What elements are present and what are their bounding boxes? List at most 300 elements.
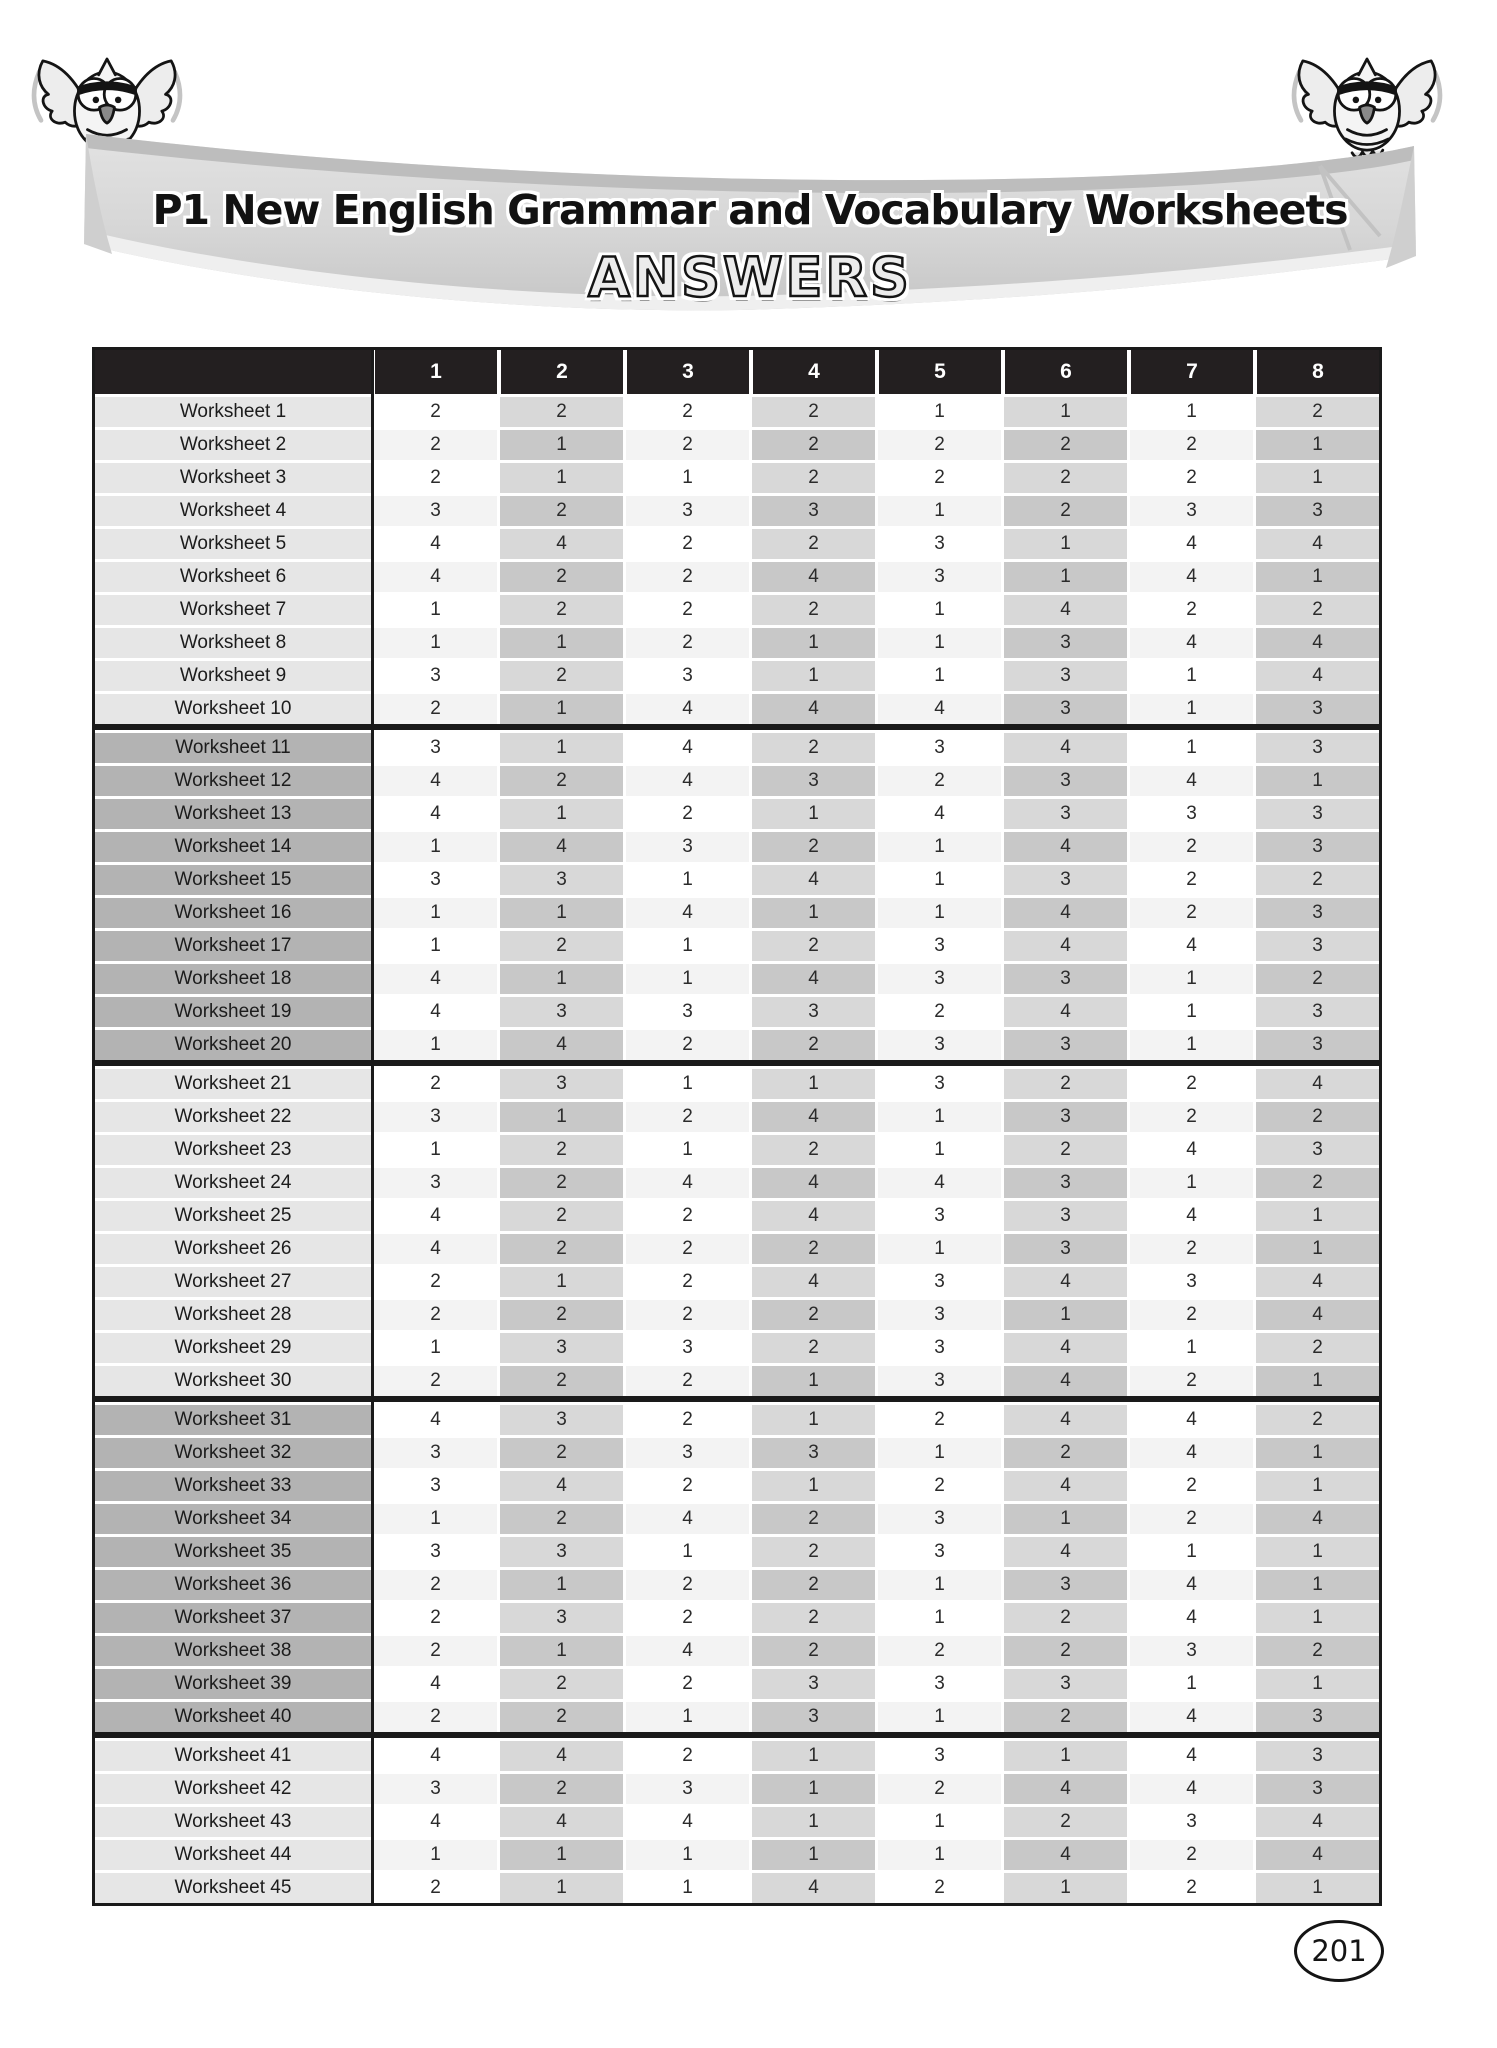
answer-cell: 2 (374, 1267, 497, 1297)
answer-cell: 4 (752, 1873, 875, 1903)
answer-cell: 2 (626, 595, 749, 625)
worksheet-label: Worksheet 21 (95, 1069, 371, 1099)
answer-cell: 3 (1256, 1135, 1379, 1165)
answer-cell: 2 (500, 661, 623, 691)
answer-cell: 4 (1130, 1741, 1253, 1771)
answer-cell: 3 (626, 997, 749, 1027)
answer-cell: 2 (374, 430, 497, 460)
answer-cell: 2 (626, 1405, 749, 1435)
answer-cell: 3 (1004, 1168, 1127, 1198)
worksheet-label: Worksheet 11 (95, 733, 371, 763)
column-header: 3 (623, 350, 749, 394)
answer-cell: 3 (1004, 1669, 1127, 1699)
answer-cell: 1 (1004, 1741, 1127, 1771)
table-row (95, 766, 1379, 796)
answer-cell: 1 (1256, 1366, 1379, 1396)
answer-cell: 2 (500, 1366, 623, 1396)
answer-cell: 2 (1130, 1840, 1253, 1870)
answer-cell: 4 (1004, 1333, 1127, 1363)
answer-cell: 1 (1130, 733, 1253, 763)
table-row (95, 964, 1379, 994)
answer-cell: 4 (1130, 1570, 1253, 1600)
answer-cell: 1 (374, 832, 497, 862)
answer-cell: 4 (878, 694, 1001, 724)
answer-cell: 3 (374, 1438, 497, 1468)
answer-cell: 1 (752, 1774, 875, 1804)
answer-cell: 2 (626, 430, 749, 460)
answer-cell: 4 (374, 1669, 497, 1699)
answer-cell: 3 (500, 1603, 623, 1633)
worksheet-label: Worksheet 20 (95, 1030, 371, 1060)
answer-cell: 4 (374, 799, 497, 829)
answer-cell: 2 (1256, 1636, 1379, 1666)
answer-cell: 1 (752, 661, 875, 691)
answer-cell: 3 (1256, 1702, 1379, 1732)
answer-cell: 2 (1004, 1438, 1127, 1468)
worksheet-label: Worksheet 7 (95, 595, 371, 625)
table-row (95, 1366, 1379, 1402)
answer-cell: 1 (1004, 562, 1127, 592)
answer-cell: 2 (1004, 1702, 1127, 1732)
column-header: 8 (1253, 350, 1379, 394)
answer-cell: 1 (1130, 1537, 1253, 1567)
answer-cell: 1 (878, 1603, 1001, 1633)
table-row (95, 628, 1379, 658)
answer-cell: 1 (626, 1840, 749, 1870)
answer-cell: 2 (752, 430, 875, 460)
worksheet-label: Worksheet 26 (95, 1234, 371, 1264)
answer-cell: 4 (1256, 1300, 1379, 1330)
worksheet-label: Worksheet 30 (95, 1366, 371, 1396)
answer-cell: 2 (752, 1636, 875, 1666)
worksheet-label: Worksheet 35 (95, 1537, 371, 1567)
answer-cell: 1 (878, 397, 1001, 427)
answer-cell: 1 (1130, 1669, 1253, 1699)
answer-cell: 4 (1004, 1267, 1127, 1297)
worksheet-label: Worksheet 28 (95, 1300, 371, 1330)
answer-cell: 3 (374, 733, 497, 763)
answer-cell: 4 (626, 733, 749, 763)
answer-cell: 4 (500, 1030, 623, 1060)
answer-cell: 1 (1130, 1030, 1253, 1060)
answer-cell: 4 (1256, 1504, 1379, 1534)
worksheet-label: Worksheet 42 (95, 1774, 371, 1804)
answer-cell: 2 (626, 529, 749, 559)
answer-cell: 4 (752, 1102, 875, 1132)
answer-cell: 3 (1256, 898, 1379, 928)
answer-cell: 3 (878, 1267, 1001, 1297)
answer-cell: 1 (878, 1438, 1001, 1468)
answer-cell: 2 (752, 1030, 875, 1060)
answer-cell: 3 (1256, 1774, 1379, 1804)
answer-cell: 1 (878, 1807, 1001, 1837)
answer-cell: 1 (500, 1102, 623, 1132)
worksheet-label: Worksheet 37 (95, 1603, 371, 1633)
answer-cell: 1 (878, 661, 1001, 691)
answer-cell: 4 (752, 964, 875, 994)
worksheet-label: Worksheet 9 (95, 661, 371, 691)
answer-cell: 4 (1256, 661, 1379, 691)
column-header: 4 (749, 350, 875, 394)
worksheet-label: Worksheet 41 (95, 1741, 371, 1771)
worksheet-label: Worksheet 45 (95, 1873, 371, 1903)
answer-cell: 3 (374, 1774, 497, 1804)
answer-cell: 1 (1004, 1873, 1127, 1903)
answer-cell: 2 (374, 1069, 497, 1099)
answer-cell: 3 (1004, 628, 1127, 658)
answer-cell: 4 (374, 529, 497, 559)
answer-cell: 2 (1256, 865, 1379, 895)
worksheet-label: Worksheet 33 (95, 1471, 371, 1501)
answer-cell: 4 (1004, 898, 1127, 928)
answer-cell: 4 (1130, 1405, 1253, 1435)
answer-cell: 1 (878, 832, 1001, 862)
answer-cell: 2 (626, 1102, 749, 1132)
answer-cell: 1 (1004, 529, 1127, 559)
table-row (95, 694, 1379, 730)
worksheet-label: Worksheet 24 (95, 1168, 371, 1198)
answer-cell: 2 (1256, 1102, 1379, 1132)
answer-cell: 3 (374, 1168, 497, 1198)
answer-cell: 2 (500, 562, 623, 592)
worksheet-label: Worksheet 6 (95, 562, 371, 592)
answer-cell: 4 (878, 1168, 1001, 1198)
answer-cell: 2 (878, 1471, 1001, 1501)
answer-cell: 2 (878, 1873, 1001, 1903)
answer-cell: 4 (1130, 766, 1253, 796)
answer-cell: 2 (752, 1333, 875, 1363)
answer-cell: 2 (1004, 463, 1127, 493)
answer-cell: 4 (1256, 529, 1379, 559)
answer-cell: 3 (374, 1537, 497, 1567)
answer-cell: 1 (1256, 1570, 1379, 1600)
answer-cell: 2 (374, 1570, 497, 1600)
answer-cell: 4 (1004, 733, 1127, 763)
answer-cell: 1 (1130, 397, 1253, 427)
answer-cell: 4 (752, 1267, 875, 1297)
answer-cell: 1 (878, 1102, 1001, 1132)
table-row (95, 1603, 1379, 1633)
answer-cell: 4 (1130, 628, 1253, 658)
answer-cell: 1 (500, 799, 623, 829)
answer-cell: 2 (500, 1504, 623, 1534)
answer-cell: 2 (626, 628, 749, 658)
answer-cell: 2 (500, 1201, 623, 1231)
answer-cell: 1 (1256, 1471, 1379, 1501)
table-row (95, 1741, 1379, 1771)
answer-cell: 4 (1130, 1135, 1253, 1165)
answer-cell: 3 (878, 1504, 1001, 1534)
answer-cell: 2 (500, 397, 623, 427)
answer-cell: 1 (626, 964, 749, 994)
answer-cell: 3 (1004, 661, 1127, 691)
answer-cell: 2 (626, 1366, 749, 1396)
answer-cell: 3 (1256, 832, 1379, 862)
answer-cell: 2 (752, 1234, 875, 1264)
answer-cell: 2 (626, 1030, 749, 1060)
answer-cell: 4 (1256, 628, 1379, 658)
table-row (95, 799, 1379, 829)
answer-cell: 2 (1256, 1168, 1379, 1198)
table-row (95, 496, 1379, 526)
answer-cell: 1 (1130, 1333, 1253, 1363)
table-row (95, 1438, 1379, 1468)
answer-cell: 1 (626, 1537, 749, 1567)
answer-cell: 4 (626, 694, 749, 724)
answer-cell: 1 (1130, 964, 1253, 994)
answer-cell: 1 (1256, 1873, 1379, 1903)
answer-cell: 4 (374, 1201, 497, 1231)
answer-cell: 1 (1256, 463, 1379, 493)
answer-cell: 3 (500, 1069, 623, 1099)
answer-cell: 2 (626, 1471, 749, 1501)
answer-cell: 2 (626, 799, 749, 829)
answer-cell: 3 (374, 865, 497, 895)
answer-cell: 1 (752, 1471, 875, 1501)
answer-cell: 4 (626, 1504, 749, 1534)
answer-cell: 2 (1256, 397, 1379, 427)
answer-cell: 3 (878, 1030, 1001, 1060)
answer-cell: 1 (1004, 397, 1127, 427)
answer-cell: 2 (1130, 1471, 1253, 1501)
answer-cell: 1 (626, 463, 749, 493)
worksheet-label: Worksheet 2 (95, 430, 371, 460)
answer-cell: 3 (1256, 997, 1379, 1027)
answer-cell: 1 (626, 865, 749, 895)
answer-cell: 4 (752, 865, 875, 895)
answer-cell: 3 (1004, 1570, 1127, 1600)
answer-cell: 4 (1130, 529, 1253, 559)
answer-cell: 1 (878, 1702, 1001, 1732)
answer-cell: 1 (1256, 1201, 1379, 1231)
answer-cell: 4 (500, 1807, 623, 1837)
table-row (95, 1669, 1379, 1699)
answer-cell: 4 (1256, 1807, 1379, 1837)
answer-cell: 2 (1004, 1807, 1127, 1837)
answer-cell: 4 (626, 1807, 749, 1837)
table-row (95, 463, 1379, 493)
answer-cell: 2 (1130, 898, 1253, 928)
answer-cell: 1 (752, 1741, 875, 1771)
column-header: 1 (371, 350, 497, 394)
answer-cell: 1 (374, 1333, 497, 1363)
answer-cell: 3 (878, 964, 1001, 994)
answer-cell: 3 (752, 1438, 875, 1468)
answer-cell: 1 (374, 1504, 497, 1534)
answer-cell: 1 (878, 1135, 1001, 1165)
answer-cell: 1 (752, 1840, 875, 1870)
answer-cell: 1 (1130, 1168, 1253, 1198)
answer-cell: 3 (626, 661, 749, 691)
answer-cell: 2 (878, 1636, 1001, 1666)
answer-cell: 3 (878, 562, 1001, 592)
answer-cell: 1 (626, 1135, 749, 1165)
answer-cell: 3 (1004, 1102, 1127, 1132)
table-row (95, 562, 1379, 592)
answer-cell: 1 (500, 898, 623, 928)
answer-cell: 4 (1004, 1774, 1127, 1804)
answer-cell: 1 (500, 430, 623, 460)
answer-cell: 2 (626, 1300, 749, 1330)
answer-cell: 2 (878, 463, 1001, 493)
worksheet-label: Worksheet 4 (95, 496, 371, 526)
worksheet-label: Worksheet 23 (95, 1135, 371, 1165)
answer-cell: 2 (500, 595, 623, 625)
answer-cell: 2 (626, 1741, 749, 1771)
table-row (95, 1537, 1379, 1567)
answer-cell: 3 (752, 1702, 875, 1732)
answer-cell: 2 (752, 463, 875, 493)
answer-cell: 4 (1004, 1537, 1127, 1567)
table-row (95, 1030, 1379, 1066)
worksheet-label: Worksheet 13 (95, 799, 371, 829)
answer-cell: 2 (500, 766, 623, 796)
answer-cell: 3 (1004, 694, 1127, 724)
answer-cell: 3 (1256, 496, 1379, 526)
answer-cell: 1 (752, 1069, 875, 1099)
answer-cell: 2 (1004, 430, 1127, 460)
column-header: 2 (497, 350, 623, 394)
worksheet-label: Worksheet 12 (95, 766, 371, 796)
answer-cell: 1 (1256, 562, 1379, 592)
answer-cell: 1 (1130, 661, 1253, 691)
answer-cell: 1 (374, 898, 497, 928)
answer-cell: 2 (1130, 1102, 1253, 1132)
answer-cell: 3 (878, 1300, 1001, 1330)
answer-cell: 2 (500, 496, 623, 526)
table-row (95, 1201, 1379, 1231)
answer-cell: 3 (626, 1774, 749, 1804)
answer-cell: 2 (752, 1300, 875, 1330)
answer-cell: 4 (500, 1741, 623, 1771)
worksheet-label: Worksheet 19 (95, 997, 371, 1027)
answer-cell: 3 (1130, 1636, 1253, 1666)
answer-cell: 4 (626, 1636, 749, 1666)
answer-cell: 1 (878, 898, 1001, 928)
answer-cell: 1 (878, 1234, 1001, 1264)
answer-cell: 3 (626, 496, 749, 526)
answer-cell: 3 (1004, 964, 1127, 994)
answer-cell: 2 (500, 1774, 623, 1804)
table-row (95, 595, 1379, 625)
worksheet-label: Worksheet 40 (95, 1702, 371, 1732)
answer-cell: 2 (1130, 865, 1253, 895)
worksheet-label: Worksheet 22 (95, 1102, 371, 1132)
answer-cell: 2 (1256, 964, 1379, 994)
answer-cell: 2 (752, 832, 875, 862)
table-row (95, 1570, 1379, 1600)
answer-cell: 3 (1004, 1030, 1127, 1060)
worksheet-label: Worksheet 27 (95, 1267, 371, 1297)
table-corner-cell (95, 350, 371, 394)
table-row (95, 733, 1379, 763)
worksheet-label: Worksheet 29 (95, 1333, 371, 1363)
answer-cell: 3 (752, 766, 875, 796)
worksheet-label: Worksheet 31 (95, 1405, 371, 1435)
table-row (95, 1168, 1379, 1198)
answer-cell: 3 (1004, 799, 1127, 829)
answer-cell: 4 (1004, 1471, 1127, 1501)
worksheet-label: Worksheet 10 (95, 694, 371, 724)
answer-cell: 3 (374, 496, 497, 526)
answer-cell: 3 (626, 1333, 749, 1363)
answer-cell: 2 (374, 694, 497, 724)
table-row (95, 1300, 1379, 1330)
page-number-badge: 201 (1294, 1920, 1384, 1982)
answer-cell: 2 (374, 1300, 497, 1330)
worksheet-label: Worksheet 38 (95, 1636, 371, 1666)
table-row (95, 997, 1379, 1027)
answer-cell: 4 (626, 898, 749, 928)
answer-cell: 4 (374, 562, 497, 592)
worksheet-label: Worksheet 17 (95, 931, 371, 961)
answer-cell: 1 (1256, 1438, 1379, 1468)
label-divider-line (371, 350, 374, 1903)
answer-cell: 2 (1130, 1504, 1253, 1534)
answer-cell: 1 (752, 1807, 875, 1837)
answer-cell: 2 (878, 997, 1001, 1027)
answer-cell: 2 (1130, 1300, 1253, 1330)
answer-cell: 4 (1004, 1366, 1127, 1396)
worksheet-label: Worksheet 44 (95, 1840, 371, 1870)
answer-cell: 1 (500, 733, 623, 763)
answer-cell: 3 (500, 865, 623, 895)
answer-cell: 3 (878, 529, 1001, 559)
table-row (95, 1840, 1379, 1870)
table-row (95, 1471, 1379, 1501)
answer-cell: 2 (1130, 1366, 1253, 1396)
answer-cell: 2 (500, 1135, 623, 1165)
answer-cell: 2 (626, 562, 749, 592)
answer-cell: 1 (500, 1636, 623, 1666)
answer-cell: 2 (1130, 430, 1253, 460)
answer-cell: 1 (374, 1840, 497, 1870)
answer-cell: 1 (1256, 1234, 1379, 1264)
answer-cell: 1 (878, 628, 1001, 658)
answer-cell: 3 (1256, 733, 1379, 763)
answer-cell: 1 (752, 799, 875, 829)
answer-cell: 3 (878, 931, 1001, 961)
answer-cell: 4 (1130, 1774, 1253, 1804)
answer-cell: 4 (1130, 562, 1253, 592)
worksheet-label: Worksheet 15 (95, 865, 371, 895)
table-row (95, 1405, 1379, 1435)
answer-cell: 2 (1130, 595, 1253, 625)
answer-cell: 1 (626, 1873, 749, 1903)
answer-cell: 2 (374, 1702, 497, 1732)
answer-cell: 3 (1004, 766, 1127, 796)
answer-cell: 3 (626, 832, 749, 862)
worksheet-label: Worksheet 32 (95, 1438, 371, 1468)
answer-cell: 2 (752, 595, 875, 625)
answer-cell: 4 (374, 766, 497, 796)
answer-cell: 3 (374, 661, 497, 691)
table-row (95, 1234, 1379, 1264)
answer-cell: 3 (1256, 799, 1379, 829)
worksheet-label: Worksheet 36 (95, 1570, 371, 1600)
answer-cell: 3 (878, 1201, 1001, 1231)
answer-cell: 2 (500, 1234, 623, 1264)
answer-cell: 1 (752, 898, 875, 928)
answer-cell: 3 (1256, 1741, 1379, 1771)
answer-cell: 2 (1256, 1333, 1379, 1363)
answer-cell: 1 (500, 964, 623, 994)
table-row (95, 1135, 1379, 1165)
answer-cell: 2 (752, 1504, 875, 1534)
answer-cell: 1 (878, 865, 1001, 895)
answer-cell: 1 (1256, 1603, 1379, 1633)
answer-cell: 1 (626, 1069, 749, 1099)
